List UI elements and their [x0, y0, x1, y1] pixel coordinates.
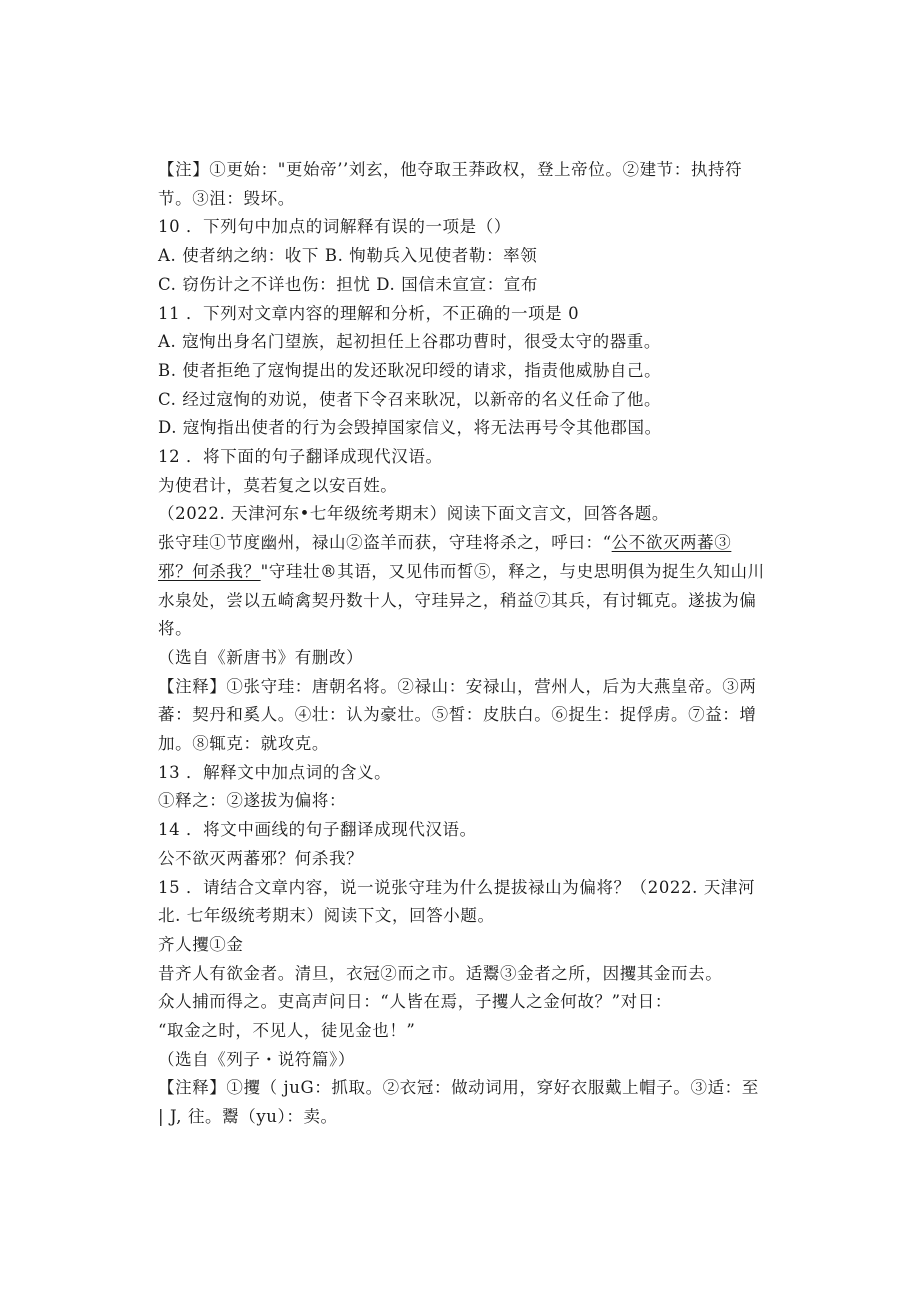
text-line: 【注释】①张守珪：唐朝名将。②禄山：安禄山，营州人，后为大燕皇帝。③两: [158, 676, 757, 696]
text-segment: "守珪壮®其语，又见伟而皙⑤，释之，与史思明俱为捉生久知山川: [260, 561, 765, 581]
text-line: ①释之：②遂拔为偏将：: [158, 791, 347, 811]
text-line: 公不欲灭两蕃邪？何杀我？: [158, 848, 364, 868]
text-line: 将。: [158, 619, 193, 639]
text-line: 昔齐人有欲金者。清旦，衣冠②而之市。适鬻③金者之所，因攫其金而去。: [158, 963, 723, 983]
text-line: 蕃：契丹和奚人。④壮：认为豪壮。⑤皙：皮肤白。⑥捉生：捉俘虏。⑦益：增: [158, 705, 757, 725]
text-line: 节。③沮：毁坏。: [158, 188, 295, 208]
text-line: D. 寇恂指出使者的行为会毁掉国家信义，将无法再号令其他郡国。: [158, 418, 662, 438]
text-line: B. 使者拒绝了寇恂提出的发还耿况印绶的请求，指责他威胁自己。: [158, 360, 662, 380]
text-line: “取金之时，不见人，徒见金也！”: [158, 1021, 416, 1040]
text-line: （选自《新唐书》有删改）: [158, 647, 364, 667]
text-line: A. 使者纳之纳：收下 B. 恂勒兵入见使者勒：率领: [158, 246, 538, 266]
text-line: [158, 532, 768, 554]
text-line: （选自《列子・说符篇》）: [158, 1049, 355, 1069]
text-line: | J, 往。鬻（yu）：卖。: [158, 1107, 338, 1127]
text-line: 众人捕而得之。吏高声问日：“人皆在焉，子攫人之金何故？”对日：: [158, 992, 672, 1012]
text-line: 10 ．下列句中加点的词解释有误的一项是（）: [158, 217, 511, 237]
text-line: 北. 七年级统考期末）阅读下文，回答小题。: [158, 906, 495, 926]
text-line: 水泉处，尝以五崎禽契丹数十人，守珪异之，稍益⑦其兵，有讨辄克。遂拔为偏: [158, 590, 757, 610]
text-line: 【注释】①攫（ juG：抓取。②衣冠：做动词用，穿好衣服戴上帽子。③适：至: [158, 1078, 759, 1098]
text-segment: 张守珪①节度幽州，禄山②盗羊而获，守珪将杀之，呼曰：“: [158, 533, 612, 553]
underlined-sentence: 公不欲灭两蕃③: [611, 533, 732, 553]
underlined-sentence: 邪？何杀我？: [158, 561, 261, 581]
text-line: 加。⑧辄克：就攻克。: [158, 734, 329, 753]
text-line: A. 寇恂出身名门望族，起初担任上谷郡功曹时，很受太守的器重。: [158, 332, 662, 352]
text-line: 13 ．解释文中加点词的含义。: [158, 762, 392, 782]
text-line: 齐人攫①金: [158, 934, 244, 954]
text-line: C. 窃伤计之不详也伤：担忧 D. 国信未宣宣：宣布: [158, 274, 539, 294]
text-line: [158, 561, 768, 583]
text-line: 为使君计，莫若复之以安百姓。: [158, 475, 398, 495]
text-line: 15 ．请结合文章内容，说一说张守珪为什么提拔禄山为偏将？（2022. 天津河: [158, 877, 756, 897]
text-line: 14 ．将文中画线的句子翻译成现代汉语。: [158, 820, 477, 840]
text-line: 11 ．下列对文章内容的理解和分析，不正确的一项是 0: [158, 303, 580, 323]
text-line: 【注】①更始："更始帝’’刘玄，他夺取王莽政权，登上帝位。②建节：执持符: [158, 160, 743, 179]
text-line: 12 ．将下面的句子翻译成现代汉语。: [158, 447, 443, 466]
text-line: （2022. 天津河东•七年级统考期末）阅读下面文言文，回答各题。: [158, 504, 670, 524]
text-line: C. 经过寇恂的劝说，使者下令召来耿况，以新帝的名义任命了他。: [158, 389, 662, 409]
